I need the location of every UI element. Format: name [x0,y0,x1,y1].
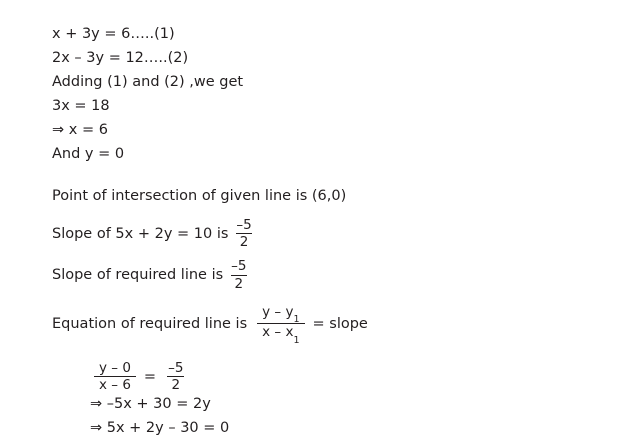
step-final-equation: ⇒ 5x + 2y – 30 = 0 [90,420,230,437]
adding-step: Adding (1) and (2) ,we get [52,74,244,90]
equals-sign: = [143,368,157,385]
fraction-numerator: –5 [236,217,252,233]
fraction-denominator [257,323,304,347]
fraction-numerator: y – 0 [99,360,131,376]
numerator-text: y – y [262,303,294,320]
denominator-text: x – x [262,324,294,341]
substituted-equation [52,361,623,392]
y-value-step: And y = 0 [52,146,125,162]
spacer [52,291,623,305]
equation-required-line [52,303,623,347]
fraction-numerator: –5 [168,360,184,376]
slope-given-line [52,218,623,249]
spacer [52,208,623,218]
intersection-statement: Point of intersection of given line is (6,0) [52,188,347,204]
slope-required-fraction [227,259,250,290]
equation-two: 2x – 3y = 12…..(2) [52,50,189,66]
slope-equals-label: = slope [312,315,368,332]
numerator-subscript: 1 [293,314,300,326]
substituted-right-fraction [164,361,187,392]
sum-step: 3x = 18 [52,98,110,114]
point-slope-fraction [257,303,304,347]
spacer [52,166,623,184]
slope-required-label: Slope of required line is [52,267,224,284]
slope-given-fraction [232,218,255,249]
fraction-denominator: 2 [236,233,253,249]
slope-given-label: Slope of 5x + 2y = 10 is [52,225,229,242]
fraction-denominator: 2 [167,376,184,392]
fraction-numerator: –5 [231,258,247,275]
denominator-subscript: 1 [293,335,300,347]
x-value-step: ⇒ x = 6 [52,122,108,138]
fraction-numerator [257,305,304,324]
equation-required-label: Equation of required line is [52,315,248,332]
spacer [52,343,623,361]
slope-required-line [52,259,623,290]
fraction-denominator: x – 6 [94,376,136,392]
substituted-left-fraction [94,361,136,392]
step-minus-five-x: ⇒ –5x + 30 = 2y [90,396,211,413]
fraction-denominator: 2 [231,275,248,291]
equation-one: x + 3y = 6…..(1) [52,26,175,42]
spacer [52,249,623,259]
